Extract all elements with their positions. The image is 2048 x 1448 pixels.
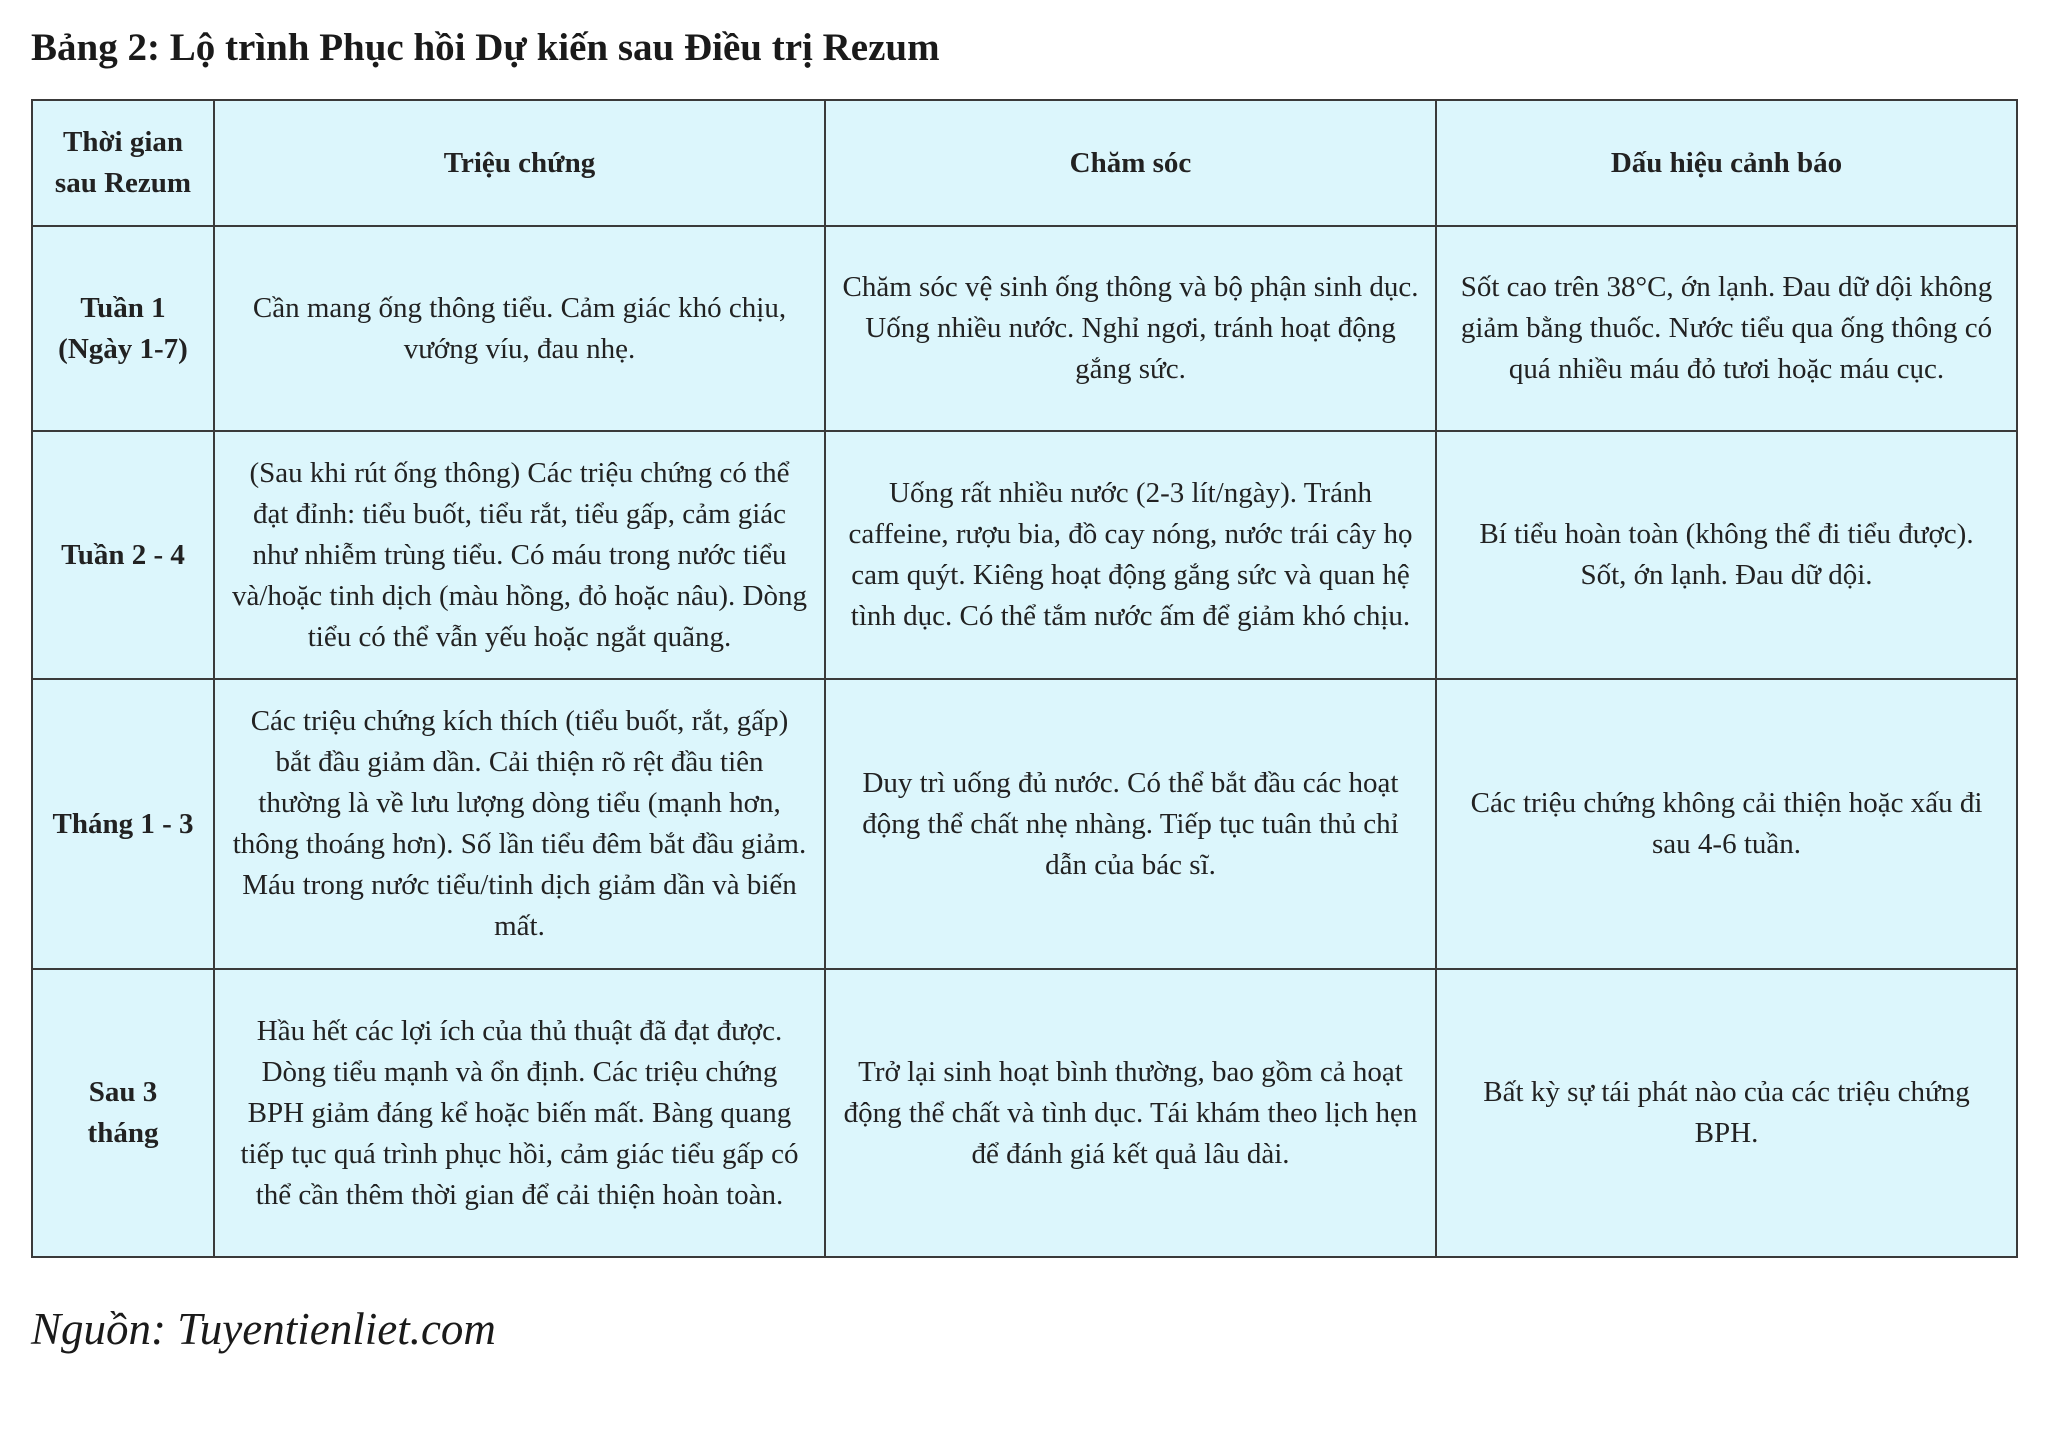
time-cell bbox=[32, 969, 214, 1257]
table-row bbox=[32, 431, 2017, 679]
symptoms-cell: Các triệu chứng kích thích (tiểu buốt, rắt, gấp) bắt đầu giảm dần. Cải thiện rõ rệt đầu tiên thường là về lưu lượng dòng tiểu (mạnh hơn, thông thoáng hơn). Số lần tiểu đêm bắt đầu giảm. Máu trong nước tiểu/tinh dịch giảm dần và biến mất. bbox=[214, 679, 825, 969]
time-line2: tháng bbox=[87, 1117, 159, 1149]
time-cell bbox=[32, 226, 214, 431]
header-symptoms: Triệu chứng bbox=[214, 100, 825, 226]
time-line1: Tuần 1 bbox=[80, 291, 166, 324]
header-time-line2: sau Rezum bbox=[54, 167, 192, 199]
header-care: Chăm sóc bbox=[825, 100, 1436, 226]
time-line1: Tuần 2 - 4 bbox=[61, 538, 185, 571]
header-time-line1: Thời gian bbox=[62, 126, 184, 158]
recovery-timeline-table bbox=[31, 99, 2018, 1258]
symptoms-cell: Cần mang ống thông tiểu. Cảm giác khó chịu, vướng víu, đau nhẹ. bbox=[214, 226, 825, 431]
table-row bbox=[32, 679, 2017, 969]
symptoms-cell: (Sau khi rút ống thông) Các triệu chứng có thể đạt đỉnh: tiểu buốt, tiểu rắt, tiểu gấp, cảm giác như nhiễm trùng tiểu. Có máu trong nước tiểu và/hoặc tinh dịch (màu hồng, đỏ hoặc nâu). Dòng tiểu có thể vẫn yếu hoặc ngắt quãng. bbox=[214, 431, 825, 679]
time-line1: Sau 3 bbox=[88, 1076, 158, 1108]
table-header-row bbox=[32, 100, 2017, 226]
source-credit: Nguồn: Tuyentienliet.com bbox=[31, 1304, 496, 1354]
table-row bbox=[32, 969, 2017, 1257]
warning-cell: Sốt cao trên 38°C, ớn lạnh. Đau dữ dội không giảm bằng thuốc. Nước tiểu qua ống thông có quá nhiều máu đỏ tươi hoặc máu cục. bbox=[1436, 226, 2017, 431]
table-row bbox=[32, 226, 2017, 431]
care-cell: Chăm sóc vệ sinh ống thông và bộ phận sinh dục. Uống nhiều nước. Nghỉ ngơi, tránh hoạt động gắng sức. bbox=[825, 226, 1436, 431]
care-cell: Duy trì uống đủ nước. Có thể bắt đầu các hoạt động thể chất nhẹ nhàng. Tiếp tục tuân thủ chỉ dẫn của bác sĩ. bbox=[825, 679, 1436, 969]
time-line1: Tháng 1 - 3 bbox=[52, 807, 194, 840]
table-title: Bảng 2: Lộ trình Phục hồi Dự kiến sau Điều trị Rezum bbox=[31, 26, 940, 69]
symptoms-cell: Hầu hết các lợi ích của thủ thuật đã đạt được. Dòng tiểu mạnh và ổn định. Các triệu chứng BPH giảm đáng kể hoặc biến mất. Bàng quang tiếp tục quá trình phục hồi, cảm giác tiểu gấp có thể cần thêm thời gian để cải thiện hoàn toàn. bbox=[214, 969, 825, 1257]
care-cell: Trở lại sinh hoạt bình thường, bao gồm cả hoạt động thể chất và tình dục. Tái khám theo lịch hẹn để đánh giá kết quả lâu dài. bbox=[825, 969, 1436, 1257]
care-cell: Uống rất nhiều nước (2-3 lít/ngày). Tránh caffeine, rượu bia, đồ cay nóng, nước trái cây họ cam quýt. Kiêng hoạt động gắng sức và quan hệ tình dục. Có thể tắm nước ấm để giảm khó chịu. bbox=[825, 431, 1436, 679]
warning-cell: Bất kỳ sự tái phát nào của các triệu chứng BPH. bbox=[1436, 969, 2017, 1257]
time-cell bbox=[32, 679, 214, 969]
time-cell bbox=[32, 431, 214, 679]
header-time bbox=[32, 100, 214, 226]
warning-cell: Các triệu chứng không cải thiện hoặc xấu đi sau 4-6 tuần. bbox=[1436, 679, 2017, 969]
header-warning: Dấu hiệu cảnh báo bbox=[1436, 100, 2017, 226]
warning-cell: Bí tiểu hoàn toàn (không thể đi tiểu được). Sốt, ớn lạnh. Đau dữ dội. bbox=[1436, 431, 2017, 679]
time-line2: (Ngày 1-7) bbox=[58, 332, 188, 365]
